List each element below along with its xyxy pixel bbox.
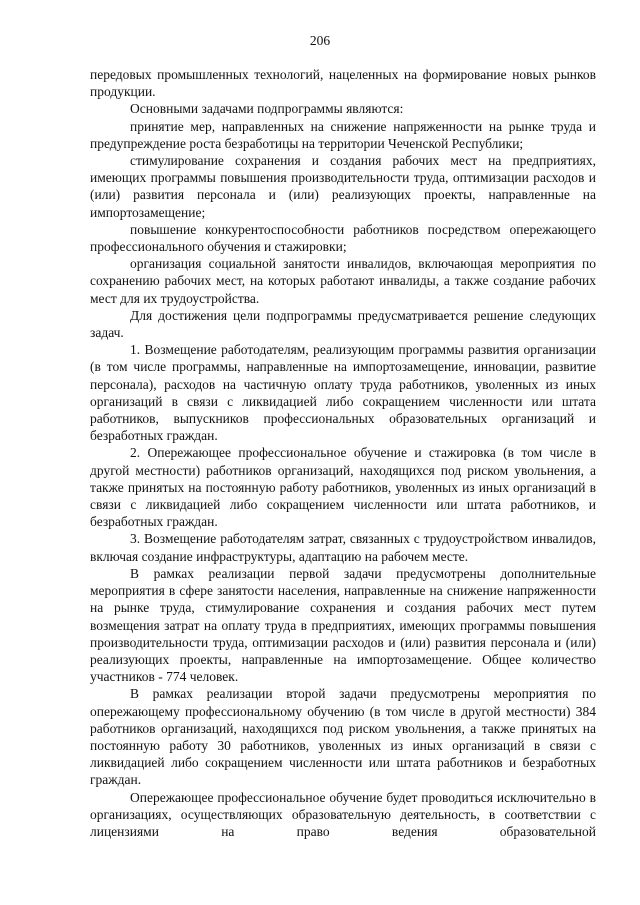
body-text xyxy=(90,66,596,840)
paragraph-item-1: 1. Возмещение работодателям, реализующим программы развития организации (в том числе программы, направленные на импортозамещение, инновации, развитие персонала), расходов на частичную оплату труда работников, уволенных из иных организаций в связи с ликвидацией либо сокращением численности или штата работников, выпускников профессиональных образовательных организаций и безработных граждан. xyxy=(90,342,596,444)
paragraph-item-2: 2. Опережающее профессиональное обучение и стажировка (в том числе в другой местности) работников организаций, находящихся под риском увольнения, а также принятых на постоянную работу работников, уволенных из иных организаций в связи с ликвидацией либо сокращением численности или штата работников, и безработных граждан. xyxy=(90,445,596,530)
paragraph-advance-training: Опережающее профессиональное обучение будет проводиться исключительно в организациях, осуществляющих образовательную деятельность, в соответствии с лицензиями на право ведения образовательной xyxy=(90,789,596,839)
paragraph-task-stimulation: стимулирование сохранения и создания рабочих мест на предприятиях, имеющих программы повышения производительности труда, оптимизации расходов и (или) развития персонала и (или) реализующих проекты, направленные на импортозамещение; xyxy=(90,153,596,220)
paragraph-item-3: 3. Возмещение работодателям затрат, связанных с трудоустройством инвалидов, включая создание инфраструктуры, адаптацию на рабочем месте. xyxy=(90,531,596,564)
paragraph-second-task: В рамках реализации второй задачи предусмотрены мероприятия по опережающему профессиональному обучению (в том числе в другой местности) 384 работников организаций, находящихся под риском увольнения, а также принятых на постоянную работу 30 работников, уволенных из иных организаций в связи с ликвидацией либо сокращением численности или штата работников и безработных граждан. xyxy=(90,686,596,788)
paragraph-task-social-employment: организация социальной занятости инвалидов, включающая мероприятия по сохранению рабочих мест, на которых работают инвалиды, а также создание рабочих мест для их трудоустройства. xyxy=(90,256,596,306)
paragraph-task-competitiveness: повышение конкурентоспособности работников посредством опережающего профессионального обучения и стажировки; xyxy=(90,221,596,255)
page-number: 206 xyxy=(309,33,331,48)
paragraph-goal-achievement: Для достижения цели подпрограммы предусматривается решение следующих задач. xyxy=(90,307,596,341)
paragraph-tasks-intro: Основными задачами подпрограммы являются: xyxy=(130,101,404,117)
paragraph-continuation: передовых промышленных технологий, нацеленных на формирование новых рынков продукции. xyxy=(90,67,596,100)
paragraph-first-task: В рамках реализации первой задачи предусмотрены дополнительные мероприятия в сфере занятости населения, направленные на снижение напряженности на рынке труда, стимулирование сохранения и создания рабочих мест путем возмещения затрат на оплату труда в предприятиях, имеющих программы повышения производительности труда, оптимизации расходов и (или) развития персонала и (или) реализующих проекты, направленные на импортозамещение. Общее количество участников - 774 человек. xyxy=(90,565,596,685)
paragraph-task-measures: принятие мер, направленных на снижение напряженности на рынке труда и предупреждение роста безработицы на территории Чеченской Республики; xyxy=(90,118,596,151)
